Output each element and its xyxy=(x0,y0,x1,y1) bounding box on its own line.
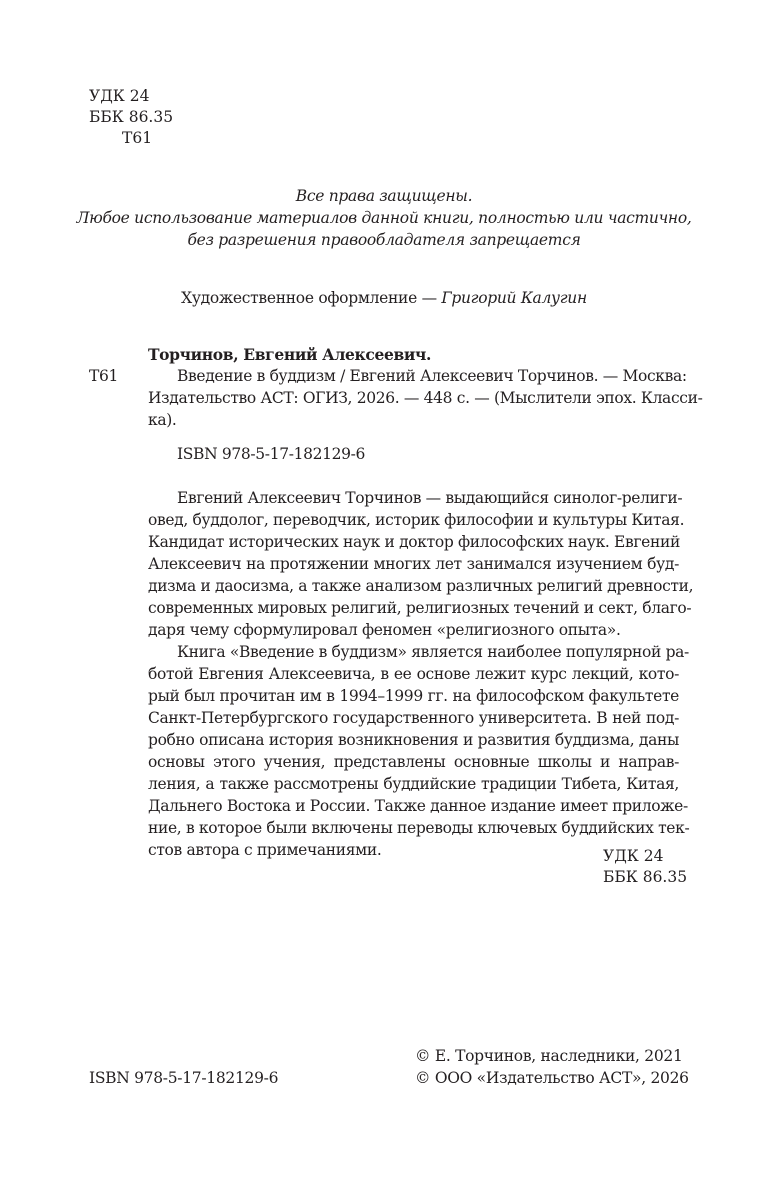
rights-line-3: без разрешения правообладателя запрещается xyxy=(187,231,581,249)
paragraph-line: ления, а также рассмотрены буддийские традиции Тибета, Китая, xyxy=(148,775,679,793)
classification-top xyxy=(89,86,173,149)
paragraph-line: современных мировых религий, религиозных течений и сект, благо- xyxy=(148,599,692,617)
bbk-code: ББК 86.35 xyxy=(89,108,174,126)
copyright-author: © Е. Торчинов, наследники, 2021 xyxy=(415,1047,683,1065)
paragraph-line: Дальнего Востока и России. Также данное издание имеет приложе- xyxy=(148,797,688,815)
design-credit-label: Художественное оформление — xyxy=(181,289,442,307)
record-code: Т61 xyxy=(89,367,119,385)
copyright-publisher: © ООО «Издательство АСТ», 2026 xyxy=(415,1069,689,1087)
record-line-2: Издательство АСТ: ОГИЗ, 2026. — 448 с. — (Мыслители эпох. Класси- xyxy=(148,389,703,407)
paragraph-line: стов автора с примечаниями. xyxy=(148,841,382,859)
bbk-code: ББК 86.35 xyxy=(603,868,688,886)
paragraph-line: Евгений Алексеевич Торчинов — выдающийся синолог-религи- xyxy=(177,489,683,507)
record-isbn: ISBN 978-5-17-182129-6 xyxy=(177,445,366,463)
paragraph-line: Книга «Введение в буддизм» является наиболее популярной ра- xyxy=(177,643,689,661)
design-credit xyxy=(0,287,768,309)
paragraph-line: Кандидат исторических наук и доктор философских наук. Евгений xyxy=(148,533,680,551)
annotation-paragraph-1 xyxy=(148,487,694,641)
footer-isbn: ISBN 978-5-17-182129-6 xyxy=(89,1069,279,1087)
udk-code: УДК 24 xyxy=(603,847,664,865)
paragraph-line: ботой Евгения Алексеевича, в ее основе лежит курс лекций, кото- xyxy=(148,665,679,683)
annotation-paragraph-2 xyxy=(148,641,690,861)
paragraph-line: овед, буддолог, переводчик, историк философии и культуры Китая. xyxy=(148,511,685,529)
paragraph-line: рый был прочитан им в 1994–1999 гг. на философском факультете xyxy=(148,687,679,705)
copyright-block xyxy=(415,1045,689,1089)
author-mark: Т61 xyxy=(122,129,153,147)
designer-name: Григорий Калугин xyxy=(441,289,587,307)
annotation xyxy=(148,487,694,861)
paragraph-line: даря чему сформулировал феномен «религиозного опыта». xyxy=(148,621,621,639)
paragraph-line: Алексеевич на протяжении многих лет занимался изучением буд- xyxy=(148,555,679,573)
paragraph-line: основы этого учения, представлены основные школы и направ- xyxy=(148,753,679,771)
paragraph-line: дизма и даосизма, а также анализом различных религий древности, xyxy=(148,577,694,595)
paragraph-line: ние, в которое были включены переводы ключевых буддийских тек- xyxy=(148,819,690,837)
record-line-1: Введение в буддизм / Евгений Алексеевич Торчинов. — Москва: xyxy=(177,367,687,385)
rights-notice xyxy=(0,185,768,251)
record-line-3: ка). xyxy=(148,411,177,429)
record-author: Торчинов, Евгений Алексеевич. xyxy=(148,345,432,364)
rights-line-1: Все права защищены. xyxy=(295,187,473,205)
paragraph-line: Санкт-Петербургского государственного университета. В ней под- xyxy=(148,709,679,727)
rights-line-2: Любое использование материалов данной книги, полностью или частично, xyxy=(76,209,692,227)
udk-code: УДК 24 xyxy=(89,87,150,105)
classification-bottom xyxy=(603,846,687,888)
paragraph-line: робно описана история возникновения и развития буддизма, даны xyxy=(148,731,679,749)
